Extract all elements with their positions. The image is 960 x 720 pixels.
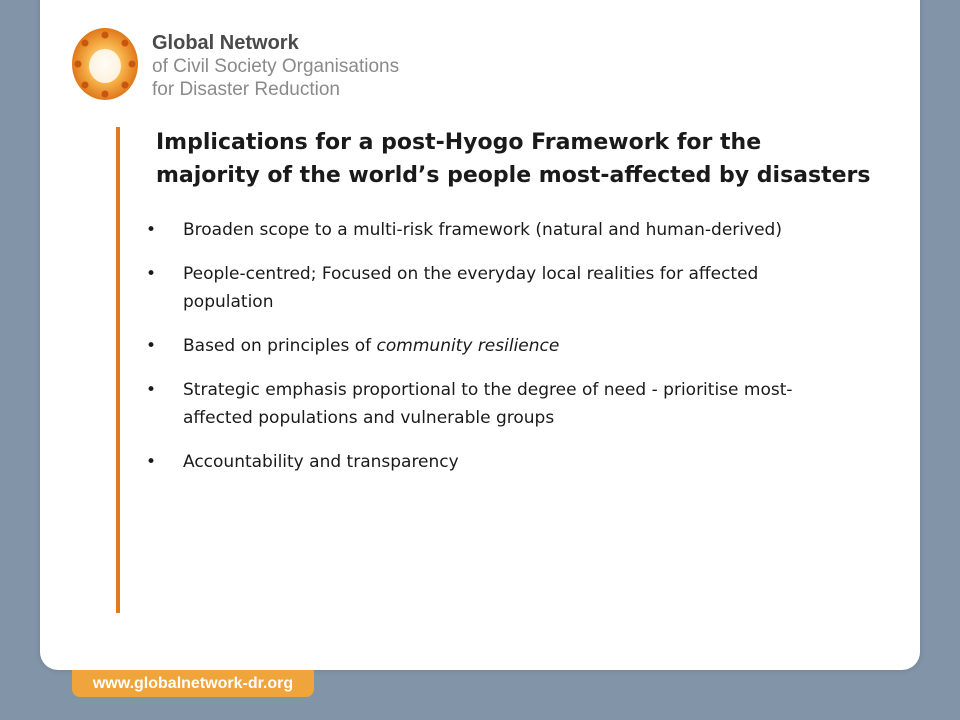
bullet-dot: • [146, 264, 157, 284]
bullet-emphasis: community resilience [376, 336, 560, 356]
bullet-text: People-centred; Focused on the everyday local realities for affected population [183, 264, 759, 312]
bullet-item [146, 448, 826, 476]
bullet-list [146, 216, 826, 492]
accent-bar [116, 127, 120, 613]
website-url-link[interactable]: www.globalnetwork-dr.org [72, 670, 314, 697]
bullet-text: Based on principles of [183, 336, 377, 356]
bullet-dot: • [146, 380, 157, 400]
organisation-name [152, 32, 399, 101]
bullet-text: Strategic emphasis proportional to the degree of need - prioritise most-affected populations and vulnerable groups [183, 380, 793, 428]
bullet-item [146, 260, 826, 316]
slide-title [156, 126, 876, 192]
bullet-dot: • [146, 336, 157, 356]
slide-title-line-1: Implications for a post-Hyogo Framework for the [156, 130, 762, 155]
bullet-dot: • [146, 452, 157, 472]
people-circle-logo-icon [70, 26, 140, 102]
slide-title-line-2: majority of the world’s people most-affected by disasters [156, 163, 871, 188]
bullet-text: Accountability and transparency [183, 452, 459, 472]
org-line-2: of Civil Society Organisations [152, 56, 400, 77]
bullet-dot: • [146, 220, 157, 240]
org-name: Global Network [152, 32, 299, 54]
bullet-text: Broaden scope to a multi-risk framework (natural and human-derived) [183, 220, 782, 240]
bullet-item [146, 332, 826, 360]
org-line-3: for Disaster Reduction [152, 79, 340, 100]
bullet-item [146, 216, 826, 244]
bullet-item [146, 376, 826, 432]
